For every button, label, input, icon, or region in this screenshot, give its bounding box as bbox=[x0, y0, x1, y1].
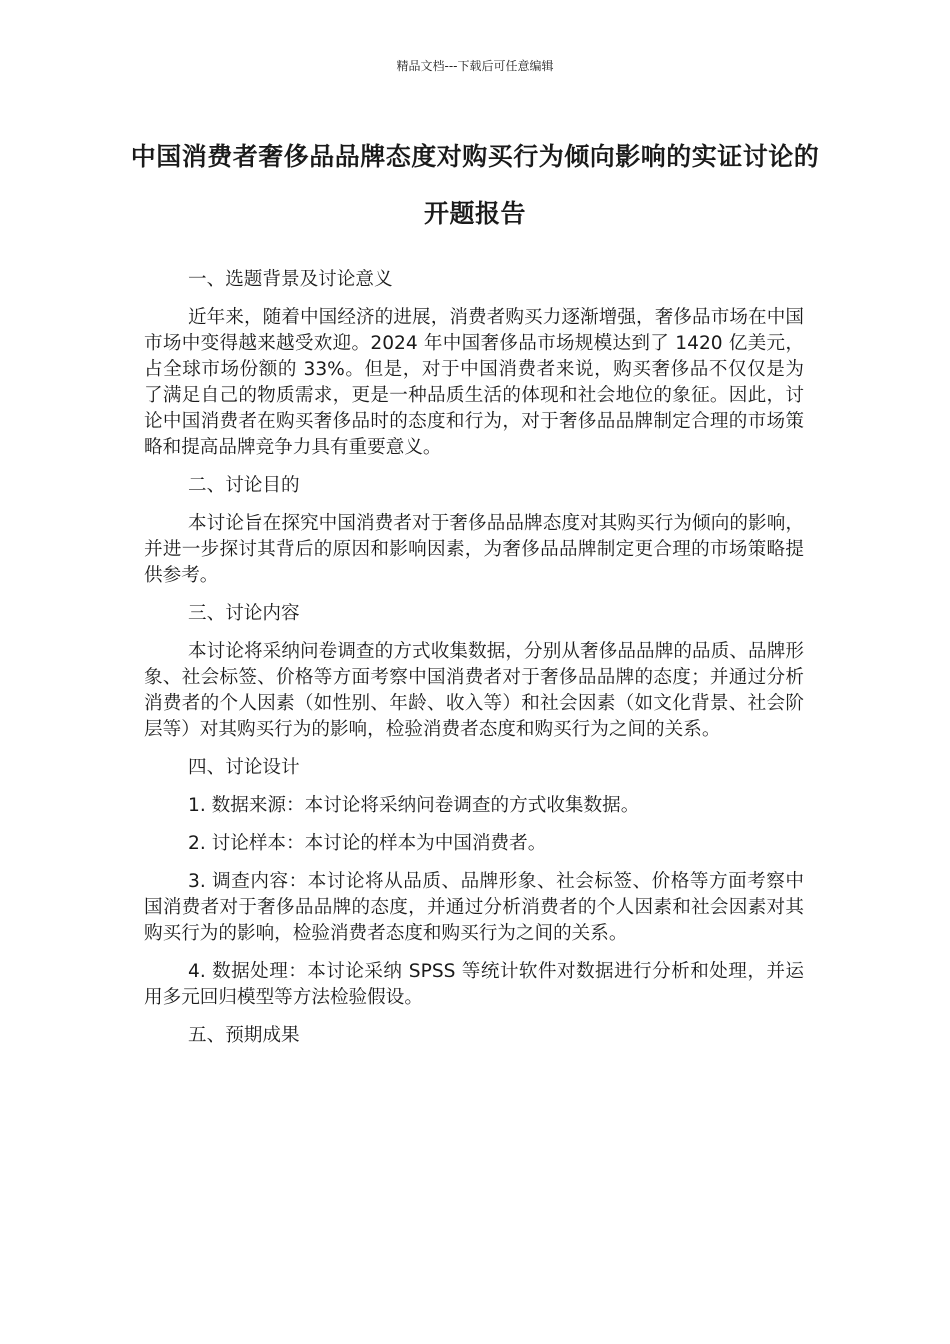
document-body bbox=[144, 267, 804, 1061]
section-heading-design: 四、讨论设计 bbox=[188, 757, 300, 778]
paragraph-background: 近年来，随着中国经济的进展，消费者购买力逐渐增强，奢侈品市场在中国市场中变得越来越受欢迎。2024 年中国奢侈品市场规模达到了 1420 亿美元，占全球市场份额的 33%。但是，对于中国消费者来说，购买奢侈品不仅仅是为了满足自己的物质需求，更是一种品质生活的体现和社会地位的象征。因此，讨论中国消费者在购买奢侈品时的态度和行为，对于奢侈品品牌制定合理的市场策略和提高品牌竞争力具有重要意义。 bbox=[144, 307, 804, 458]
section-heading-background: 一、选题背景及讨论意义 bbox=[188, 269, 393, 290]
design-item-sample: 2. 讨论样本：本讨论的样本为中国消费者。 bbox=[188, 833, 547, 854]
document-title: 中国消费者奢侈品品牌态度对购买行为倾向影响的实证讨论的开题报告 bbox=[130, 142, 820, 228]
paragraph-content: 本讨论将采纳问卷调查的方式收集数据，分别从奢侈品品牌的品质、品牌形象、社会标签、价格等方面考察中国消费者对于奢侈品品牌的态度；并通过分析消费者的个人因素（如性别、年龄、收入等）和社会因素（如文化背景、社会阶层等）对其购买行为的影响，检验消费者态度和购买行为之间的关系。 bbox=[144, 641, 804, 740]
section-heading-expected-results: 五、预期成果 bbox=[188, 1025, 300, 1046]
design-item-data-source: 1. 数据来源：本讨论将采纳问卷调查的方式收集数据。 bbox=[188, 795, 640, 816]
section-heading-content: 三、讨论内容 bbox=[188, 603, 300, 624]
design-item-survey-content: 3. 调查内容：本讨论将从品质、品牌形象、社会标签、价格等方面考察中国消费者对于奢侈品品牌的态度，并通过分析消费者的个人因素和社会因素对其购买行为的影响，检验消费者态度和购买行为之间的关系。 bbox=[144, 871, 804, 944]
paragraph-purpose: 本讨论旨在探究中国消费者对于奢侈品品牌态度对其购买行为倾向的影响，并进一步探讨其背后的原因和影响因素，为奢侈品品牌制定更合理的市场策略提供参考。 bbox=[144, 513, 804, 586]
section-heading-purpose: 二、讨论目的 bbox=[188, 475, 300, 496]
page-header-watermark: 精品文档---下载后可任意编辑 bbox=[396, 59, 554, 73]
design-item-data-processing: 4. 数据处理：本讨论采纳 SPSS 等统计软件对数据进行分析和处理，并运用多元回归模型等方法检验假设。 bbox=[144, 961, 804, 1008]
